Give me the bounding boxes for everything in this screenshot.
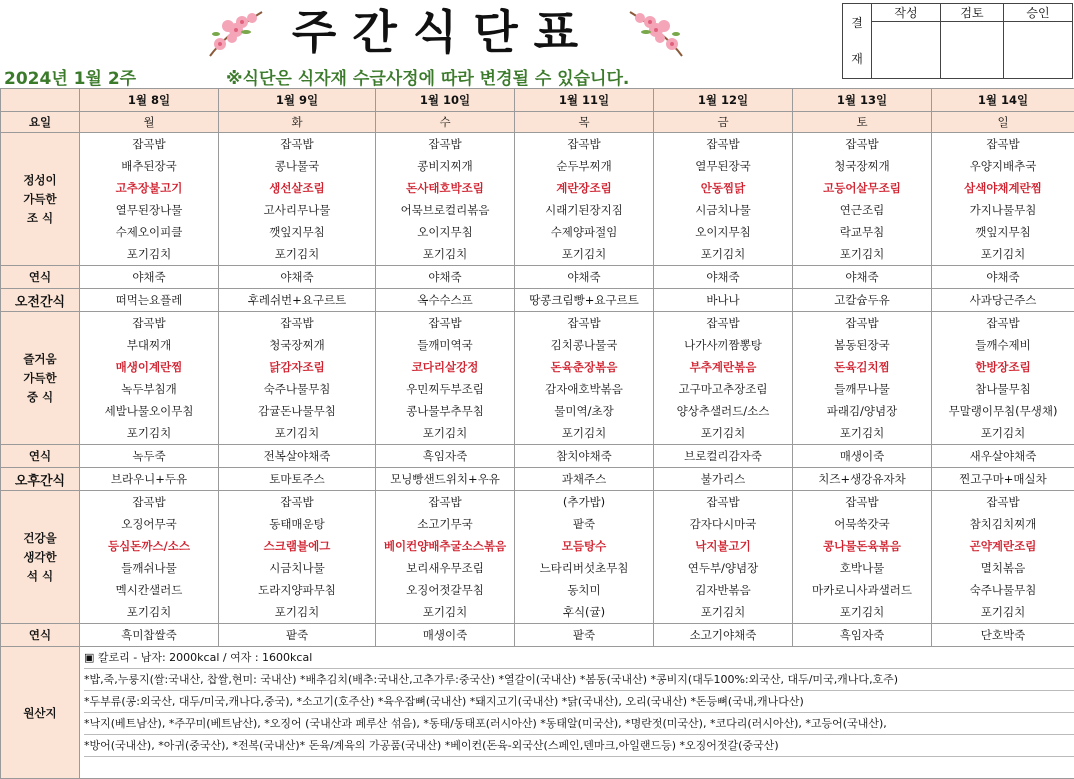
menu-item: 포기김치 [80,422,218,444]
weekday-row [1,112,1074,133]
snack-pm-cell: 찐고구마+매실차 [932,468,1074,491]
menu-item: 베이컨양배추굴소스볶음 [376,535,514,557]
menu-item: 돈육김치찜 [793,356,931,378]
snack-pm-cell: 토마토주스 [219,468,376,491]
menu-item: 잡곡밥 [654,133,792,155]
snack-pm-label: 오후간식 [1,468,80,491]
menu-item: 숙주나물무침 [219,378,375,400]
dinner-day-cell [932,491,1074,624]
porridge-night-cell: 흑임자죽 [793,624,932,647]
menu-item: 락교무침 [793,221,931,243]
page-title: 주간식단표 [268,2,618,62]
date-cell: 1월 12일 [654,89,793,112]
porridge-pm-cell: 매생이죽 [793,445,932,468]
menu-item: 연근조림 [793,199,931,221]
lunch-label-line: 중 식 [1,388,79,407]
approval-sign-author[interactable] [872,22,941,79]
menu-item: 포기김치 [515,422,653,444]
menu-item: 숙주나물무침 [932,579,1074,601]
dinner-label [1,491,80,624]
porridge-am-cell: 야채죽 [219,266,376,289]
snack-am-cell: 옥수수스프 [376,289,515,312]
porridge-night-label: 연식 [1,624,80,647]
cherry-blossom-icon [624,4,686,60]
menu-item: 열무된장나물 [80,199,218,221]
menu-item: 시금치나물 [219,557,375,579]
porridge-night-cell: 단호박죽 [932,624,1074,647]
menu-item: 콩비지찌개 [376,155,514,177]
snack-am-cell: 고칼슘두유 [793,289,932,312]
menu-item: 멸치볶음 [932,557,1074,579]
menu-item: 포기김치 [515,243,653,265]
menu-item: 순두부찌개 [515,155,653,177]
snack-am-label: 오전간식 [1,289,80,312]
breakfast-label-line: 가득한 [1,190,79,209]
date-row [1,89,1074,112]
menu-item: (추가밥) [515,491,653,513]
menu-item: 후식(귤) [515,601,653,623]
menu-item: 포기김치 [376,422,514,444]
porridge-pm-cell: 새우살야채죽 [932,445,1074,468]
approval-col-review: 검토 [941,4,1004,22]
snack-am-cell: 바나나 [654,289,793,312]
breakfast-label-line: 정성이 [1,171,79,190]
approval-col-approve: 승인 [1004,4,1073,22]
menu-item: 감자다시마국 [654,513,792,535]
menu-item: 잡곡밥 [219,133,375,155]
menu-item: 김자반볶음 [654,579,792,601]
menu-item: 잡곡밥 [515,312,653,334]
menu-item: 잡곡밥 [80,312,218,334]
dinner-day-cell [654,491,793,624]
porridge-pm-cell: 흑임자죽 [376,445,515,468]
origin-line: *방어(국내산), *아귀(중국산), *전복(국내산)* 돈육/계육의 가공품(국내산) *베이컨(돈육-외국산(스페인,덴마크,아일랜드등) *오징어젓갈(중국산) [84,735,1074,757]
porridge-am-row [1,266,1074,289]
menu-item: 어묵쑥갓국 [793,513,931,535]
weekday-label: 요일 [1,112,80,133]
menu-item: 참나물무침 [932,378,1074,400]
header [0,0,1074,88]
menu-item: 닭감자조림 [219,356,375,378]
breakfast-day-cell [80,133,219,266]
menu-item: 깻잎지무침 [219,221,375,243]
menu-item: 도라지양파무침 [219,579,375,601]
porridge-am-cell: 야채죽 [515,266,654,289]
weekday-cell: 화 [219,112,376,133]
weekday-cell: 목 [515,112,654,133]
menu-item: 포기김치 [80,601,218,623]
menu-item: 열무된장국 [654,155,792,177]
origin-line [84,757,1074,778]
origin-line: *두부류(콩:외국산, 대두/미국,캐나다,중국), *소고기(호주산) *육우잡뼈(국내산) *돼지고기(국내산) *닭(국내산), 오리(국내산) *돈등뼈(국내,캐나다산) [84,691,1074,713]
dinner-day-cell [515,491,654,624]
porridge-pm-cell: 전복살야채죽 [219,445,376,468]
menu-item: 멕시칸샐러드 [80,579,218,601]
menu-item: 무말랭이무침(무생채) [932,400,1074,422]
lunch-day-cell [219,312,376,445]
snack-pm-row [1,468,1074,491]
menu-item: 콩나물부추무침 [376,400,514,422]
menu-item: 잡곡밥 [793,133,931,155]
origin-line: *밥,죽,누룽지(쌀:국내산, 찹쌀,현미: 국내산) *배추김치(배추:국내산,고추가루:중국산) *열갈이(국내산) *봄동(국내산) *콩비지(대두100%:외국산, 대두/미국,캐나다,호주) [84,669,1074,691]
snack-am-row [1,289,1074,312]
lunch-day-cell [80,312,219,445]
lunch-day-cell [654,312,793,445]
approval-sign-approve[interactable] [1004,22,1073,79]
menu-item: 오징어젓갈무침 [376,579,514,601]
menu-item: 오이지무침 [376,221,514,243]
menu-item: 파래김/양념장 [793,400,931,422]
menu-item: 포기김치 [219,243,375,265]
dinner-day-cell [793,491,932,624]
porridge-am-cell: 야채죽 [654,266,793,289]
breakfast-day-cell [219,133,376,266]
menu-item: 우민찌두부조림 [376,378,514,400]
porridge-pm-cell: 브로컬리감자죽 [654,445,793,468]
dinner-label-line: 생각한 [1,548,79,567]
menu-item: 스크램블에그 [219,535,375,557]
week-label: 2024년 1월 2주 [4,64,136,89]
porridge-am-label: 연식 [1,266,80,289]
breakfast-row [1,133,1074,266]
porridge-am-cell: 야채죽 [376,266,515,289]
dinner-day-cell [80,491,219,624]
weekday-cell: 토 [793,112,932,133]
menu-item: 포기김치 [219,601,375,623]
menu-item: 고사리무나물 [219,199,375,221]
porridge-night-cell: 팥죽 [219,624,376,647]
origin-info [80,647,1074,779]
dinner-label-line: 건강을 [1,529,79,548]
menu-item: 포기김치 [654,601,792,623]
menu-item: 녹두부침개 [80,378,218,400]
approval-sign-review[interactable] [941,22,1004,79]
menu-item: 포기김치 [932,601,1074,623]
lunch-day-cell [515,312,654,445]
menu-item: 깻잎지무침 [932,221,1074,243]
menu-item: 포기김치 [654,422,792,444]
weekday-cell: 일 [932,112,1074,133]
breakfast-day-cell [932,133,1074,266]
cherry-blossom-icon [206,4,268,60]
porridge-pm-label: 연식 [1,445,80,468]
approval-col-author: 작성 [872,4,941,22]
breakfast-day-cell [515,133,654,266]
menu-item: 포기김치 [793,422,931,444]
menu-item: 잡곡밥 [376,312,514,334]
porridge-night-cell: 소고기야채죽 [654,624,793,647]
weekday-cell: 월 [80,112,219,133]
menu-item: 삼색야채계란찜 [932,177,1074,199]
menu-item: 동태매운탕 [219,513,375,535]
porridge-pm-cell: 참치야채죽 [515,445,654,468]
menu-item: 고추장불고기 [80,177,218,199]
breakfast-label-line: 조 식 [1,209,79,228]
menu-item: 잡곡밥 [376,491,514,513]
origin-label: 원산지 [1,647,80,779]
menu-item: 콩나물국 [219,155,375,177]
snack-pm-cell: 불가리스 [654,468,793,491]
menu-item: 포기김치 [932,243,1074,265]
snack-pm-cell: 브라우니+두유 [80,468,219,491]
date-cell: 1월 9일 [219,89,376,112]
lunch-row [1,312,1074,445]
menu-item: 잡곡밥 [932,312,1074,334]
menu-item: 청국장찌개 [219,334,375,356]
menu-item: 우양지배추국 [932,155,1074,177]
dinner-day-cell [219,491,376,624]
menu-item: 포기김치 [376,601,514,623]
approval-box [842,3,1073,79]
snack-am-cell: 땅콩크림빵+요구르트 [515,289,654,312]
porridge-pm-row [1,445,1074,468]
menu-item: 오징어무국 [80,513,218,535]
porridge-night-cell: 팥죽 [515,624,654,647]
dinner-row [1,491,1074,624]
porridge-am-cell: 야채죽 [932,266,1074,289]
menu-change-notice: ※식단은 식자재 수급사정에 따라 변경될 수 있습니다. [226,64,629,89]
menu-item: 들깨무나물 [793,378,931,400]
menu-item: 등심돈까스/소스 [80,535,218,557]
weekday-cell: 금 [654,112,793,133]
menu-item: 부대찌개 [80,334,218,356]
snack-am-cell: 후레쉬번+요구르트 [219,289,376,312]
menu-item: 들깨수제비 [932,334,1074,356]
porridge-am-cell: 야채죽 [793,266,932,289]
menu-item: 수제양파절임 [515,221,653,243]
snack-pm-cell: 모닝빵샌드위치+우유 [376,468,515,491]
breakfast-day-cell [654,133,793,266]
lunch-day-cell [376,312,515,445]
menu-item: 포기김치 [80,243,218,265]
menu-item: 나가사끼짬뽕탕 [654,334,792,356]
menu-item: 봄동된장국 [793,334,931,356]
menu-item: 잡곡밥 [219,312,375,334]
porridge-night-cell: 매생이죽 [376,624,515,647]
menu-item: 김치콩나물국 [515,334,653,356]
lunch-label-line: 즐거움 [1,350,79,369]
menu-item: 고구마고추장조림 [654,378,792,400]
menu-item: 코다리살강정 [376,356,514,378]
menu-item: 돈사태호박조림 [376,177,514,199]
menu-item: 잡곡밥 [654,491,792,513]
menu-item: 느타리버섯초무침 [515,557,653,579]
weekly-menu-table [0,88,1074,779]
menu-item: 콩나물돈육볶음 [793,535,931,557]
menu-item: 포기김치 [932,422,1074,444]
menu-item: 물미역/초장 [515,400,653,422]
weekday-cell: 수 [376,112,515,133]
breakfast-day-cell [376,133,515,266]
date-cell: 1월 8일 [80,89,219,112]
date-cell: 1월 14일 [932,89,1074,112]
date-cell: 1월 10일 [376,89,515,112]
menu-item: 들깨미역국 [376,334,514,356]
menu-item: 감귤돈나물무침 [219,400,375,422]
menu-item: 청국장찌개 [793,155,931,177]
origin-row [1,647,1074,779]
origin-line: ▣ 칼로리 - 남자: 2000kcal / 여자 : 1600kcal [84,647,1074,669]
date-cell: 1월 11일 [515,89,654,112]
menu-item: 가지나물무침 [932,199,1074,221]
menu-item: 포기김치 [376,243,514,265]
menu-item: 수제오이피클 [80,221,218,243]
menu-item: 고등어살무조림 [793,177,931,199]
lunch-day-cell [793,312,932,445]
menu-item: 오이지무침 [654,221,792,243]
snack-pm-cell: 치즈+생강유자차 [793,468,932,491]
breakfast-label [1,133,80,266]
snack-am-cell: 사과당근주스 [932,289,1074,312]
breakfast-day-cell [793,133,932,266]
menu-item: 잡곡밥 [219,491,375,513]
menu-item: 호박나물 [793,557,931,579]
menu-item: 잡곡밥 [80,491,218,513]
snack-pm-cell: 과채주스 [515,468,654,491]
menu-item: 계란장조림 [515,177,653,199]
menu-item: 들깨쉬나물 [80,557,218,579]
menu-item: 감자애호박볶음 [515,378,653,400]
lunch-day-cell [932,312,1074,445]
date-corner [1,89,80,112]
menu-item: 포기김치 [793,243,931,265]
date-cell: 1월 13일 [793,89,932,112]
menu-item: 시래기된장지짐 [515,199,653,221]
porridge-pm-cell: 녹두죽 [80,445,219,468]
menu-item: 포기김치 [654,243,792,265]
menu-item: 포기김치 [793,601,931,623]
menu-item: 모듬탕수 [515,535,653,557]
menu-item: 세발나물오이무침 [80,400,218,422]
menu-item: 배추된장국 [80,155,218,177]
menu-item: 부추계란볶음 [654,356,792,378]
menu-item: 한방장조림 [932,356,1074,378]
porridge-night-cell: 흑미찹쌀죽 [80,624,219,647]
menu-item: 잡곡밥 [376,133,514,155]
menu-item: 돈육춘장볶음 [515,356,653,378]
menu-item: 시금치나물 [654,199,792,221]
menu-item: 곤약계란조림 [932,535,1074,557]
dinner-label-line: 석 식 [1,567,79,586]
menu-item: 동치미 [515,579,653,601]
lunch-label-line: 가득한 [1,369,79,388]
menu-item: 잡곡밥 [515,133,653,155]
menu-item: 어묵브로컬리볶음 [376,199,514,221]
approval-side-label: 결 재 [843,4,872,79]
menu-item: 잡곡밥 [793,491,931,513]
menu-item: 낙지불고기 [654,535,792,557]
menu-item: 팥죽 [515,513,653,535]
porridge-night-row [1,624,1074,647]
menu-item: 생선살조림 [219,177,375,199]
menu-item: 잡곡밥 [80,133,218,155]
porridge-am-cell: 야채죽 [80,266,219,289]
menu-item: 잡곡밥 [654,312,792,334]
menu-item: 잡곡밥 [793,312,931,334]
menu-item: 매생이계란찜 [80,356,218,378]
menu-item: 마카로니사과샐러드 [793,579,931,601]
lunch-label [1,312,80,445]
menu-item: 참치김치찌개 [932,513,1074,535]
menu-item: 양상추샐러드/소스 [654,400,792,422]
snack-am-cell: 떠먹는요플레 [80,289,219,312]
origin-line: *낙지(베트남산), *주꾸미(베트남산), *오징어 (국내산과 페루산 섞음), *동태/동태포(러시아산) *동태알(미국산), *명란젓(미국산), *코다리(러시아산), *고등어(국내산), [84,713,1074,735]
menu-item: 잡곡밥 [932,491,1074,513]
menu-item: 잡곡밥 [932,133,1074,155]
menu-item: 포기김치 [219,422,375,444]
menu-item: 보리새우무조림 [376,557,514,579]
menu-item: 안동찜닭 [654,177,792,199]
menu-item: 연두부/양념장 [654,557,792,579]
menu-item: 소고기무국 [376,513,514,535]
dinner-day-cell [376,491,515,624]
